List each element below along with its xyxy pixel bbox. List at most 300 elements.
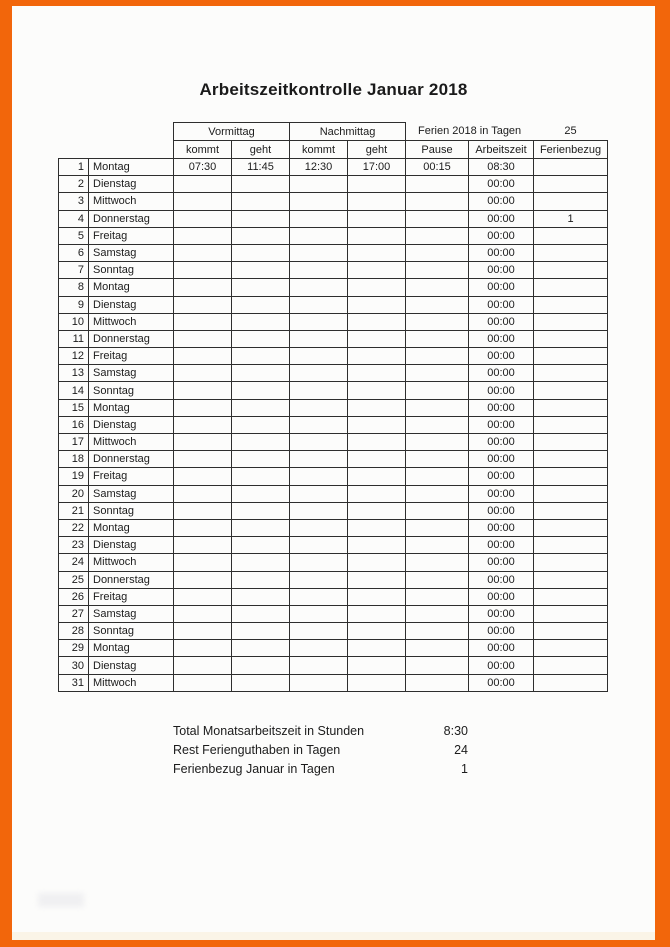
cell-ferienbezug: [534, 227, 608, 244]
cell-vormittag-kommt: [174, 210, 232, 227]
cell-ferienbezug: [534, 674, 608, 691]
watermark-smudge: [38, 893, 84, 907]
cell-pause: [406, 262, 469, 279]
cell-vormittag-geht: [232, 502, 290, 519]
cell-nachmittag-kommt: [290, 227, 348, 244]
cell-day-number: 6: [59, 244, 89, 261]
cell-nachmittag-geht: [348, 262, 406, 279]
cell-day-number: 9: [59, 296, 89, 313]
cell-ferienbezug: [534, 399, 608, 416]
cell-vormittag-kommt: [174, 451, 232, 468]
cell-nachmittag-geht: [348, 416, 406, 433]
cell-day-number: 24: [59, 554, 89, 571]
timesheet-table-wrap: [58, 122, 608, 692]
cell-arbeitszeit: 00:00: [469, 434, 534, 451]
cell-vormittag-kommt: [174, 571, 232, 588]
cell-vormittag-geht: [232, 588, 290, 605]
table-row: [59, 382, 608, 399]
cell-nachmittag-kommt: 12:30: [290, 159, 348, 176]
cell-vormittag-geht: [232, 313, 290, 330]
cell-vormittag-geht: [232, 365, 290, 382]
column-header-arbeitszeit: Arbeitszeit: [469, 141, 534, 159]
cell-vormittag-geht: [232, 416, 290, 433]
cell-nachmittag-kommt: [290, 657, 348, 674]
cell-vormittag-geht: [232, 193, 290, 210]
cell-nachmittag-kommt: [290, 244, 348, 261]
cell-day-name: Dienstag: [89, 657, 174, 674]
cell-day-number: 21: [59, 502, 89, 519]
cell-day-name: Mittwoch: [89, 313, 174, 330]
cell-ferienbezug: [534, 502, 608, 519]
cell-nachmittag-geht: [348, 193, 406, 210]
cell-arbeitszeit: 00:00: [469, 571, 534, 588]
cell-arbeitszeit: 00:00: [469, 348, 534, 365]
cell-nachmittag-geht: [348, 348, 406, 365]
cell-day-name: Freitag: [89, 588, 174, 605]
cell-arbeitszeit: 00:00: [469, 640, 534, 657]
cell-ferienbezug: [534, 451, 608, 468]
cell-nachmittag-geht: [348, 451, 406, 468]
table-row: [59, 537, 608, 554]
table-row: [59, 296, 608, 313]
cell-nachmittag-kommt: [290, 588, 348, 605]
cell-vormittag-kommt: [174, 262, 232, 279]
group-header-nachmittag: Nachmittag: [290, 123, 406, 141]
cell-nachmittag-geht: [348, 468, 406, 485]
cell-day-name: Samstag: [89, 244, 174, 261]
cell-pause: [406, 434, 469, 451]
cell-nachmittag-kommt: [290, 365, 348, 382]
timesheet-table: [58, 122, 608, 692]
cell-vormittag-kommt: [174, 434, 232, 451]
cell-vormittag-geht: [232, 176, 290, 193]
cell-arbeitszeit: 00:00: [469, 244, 534, 261]
cell-day-number: 15: [59, 399, 89, 416]
column-header-ferienbezug: Ferienbezug: [534, 141, 608, 159]
summary-label: Ferienbezug Januar in Tagen: [173, 762, 335, 776]
ferien-2018-label: Ferien 2018 in Tagen: [406, 123, 534, 141]
cell-arbeitszeit: 00:00: [469, 296, 534, 313]
cell-vormittag-geht: [232, 519, 290, 536]
cell-ferienbezug: [534, 588, 608, 605]
cell-pause: [406, 382, 469, 399]
table-row: [59, 554, 608, 571]
cell-arbeitszeit: 00:00: [469, 588, 534, 605]
cell-vormittag-kommt: [174, 244, 232, 261]
cell-day-name: Mittwoch: [89, 674, 174, 691]
cell-nachmittag-geht: [348, 502, 406, 519]
column-header-pause: Pause: [406, 141, 469, 159]
cell-day-name: Samstag: [89, 365, 174, 382]
cell-arbeitszeit: 00:00: [469, 262, 534, 279]
cell-day-name: Sonntag: [89, 623, 174, 640]
cell-nachmittag-kommt: [290, 210, 348, 227]
cell-day-number: 25: [59, 571, 89, 588]
cell-vormittag-geht: [232, 451, 290, 468]
cell-arbeitszeit: 00:00: [469, 451, 534, 468]
cell-nachmittag-kommt: [290, 176, 348, 193]
cell-nachmittag-geht: [348, 485, 406, 502]
cell-day-number: 5: [59, 227, 89, 244]
cell-ferienbezug: 1: [534, 210, 608, 227]
cell-arbeitszeit: 00:00: [469, 365, 534, 382]
summary-row-ferienbezug: [173, 760, 468, 779]
cell-day-name: Donnerstag: [89, 451, 174, 468]
cell-pause: [406, 193, 469, 210]
cell-pause: [406, 348, 469, 365]
table-row: [59, 365, 608, 382]
summary-value: 24: [454, 743, 468, 757]
cell-nachmittag-kommt: [290, 485, 348, 502]
cell-pause: [406, 468, 469, 485]
cell-nachmittag-kommt: [290, 640, 348, 657]
cell-arbeitszeit: 00:00: [469, 623, 534, 640]
cell-nachmittag-geht: [348, 434, 406, 451]
cell-vormittag-geht: [232, 623, 290, 640]
cell-pause: 00:15: [406, 159, 469, 176]
cell-ferienbezug: [534, 554, 608, 571]
cell-arbeitszeit: 00:00: [469, 485, 534, 502]
cell-vormittag-geht: [232, 244, 290, 261]
cell-vormittag-kommt: [174, 296, 232, 313]
cell-ferienbezug: [534, 605, 608, 622]
cell-vormittag-geht: [232, 657, 290, 674]
cell-day-name: Montag: [89, 640, 174, 657]
cell-nachmittag-kommt: [290, 296, 348, 313]
cell-vormittag-kommt: [174, 382, 232, 399]
summary-label: Rest Ferienguthaben in Tagen: [173, 743, 341, 757]
cell-nachmittag-kommt: [290, 502, 348, 519]
cell-vormittag-geht: [232, 434, 290, 451]
header-spacer: [59, 141, 174, 159]
cell-vormittag-kommt: [174, 279, 232, 296]
cell-day-name: Freitag: [89, 227, 174, 244]
cell-pause: [406, 399, 469, 416]
cell-vormittag-geht: [232, 227, 290, 244]
cell-arbeitszeit: 00:00: [469, 605, 534, 622]
cell-day-number: 18: [59, 451, 89, 468]
cell-nachmittag-geht: [348, 227, 406, 244]
table-row: [59, 588, 608, 605]
cell-day-number: 22: [59, 519, 89, 536]
cell-ferienbezug: [534, 623, 608, 640]
cell-vormittag-kommt: [174, 674, 232, 691]
cell-day-number: 14: [59, 382, 89, 399]
cell-day-number: 13: [59, 365, 89, 382]
cell-day-name: Montag: [89, 399, 174, 416]
cell-vormittag-kommt: [174, 193, 232, 210]
cell-pause: [406, 279, 469, 296]
cell-vormittag-kommt: [174, 416, 232, 433]
table-row: [59, 640, 608, 657]
cell-vormittag-geht: [232, 210, 290, 227]
table-row: [59, 674, 608, 691]
summary-block: [173, 722, 468, 779]
cell-pause: [406, 554, 469, 571]
cell-nachmittag-geht: [348, 210, 406, 227]
cell-nachmittag-kommt: [290, 279, 348, 296]
cell-day-name: Dienstag: [89, 296, 174, 313]
cell-vormittag-kommt: [174, 176, 232, 193]
cell-nachmittag-kommt: [290, 416, 348, 433]
table-row: [59, 434, 608, 451]
table-row: [59, 399, 608, 416]
cell-day-name: Samstag: [89, 485, 174, 502]
cell-nachmittag-kommt: [290, 605, 348, 622]
cell-day-name: Mittwoch: [89, 193, 174, 210]
cell-ferienbezug: [534, 279, 608, 296]
cell-pause: [406, 537, 469, 554]
page-title: Arbeitszeitkontrolle Januar 2018: [199, 80, 468, 99]
cell-nachmittag-geht: [348, 605, 406, 622]
cell-arbeitszeit: 00:00: [469, 227, 534, 244]
cell-nachmittag-kommt: [290, 674, 348, 691]
cell-ferienbezug: [534, 176, 608, 193]
cell-arbeitszeit: 00:00: [469, 313, 534, 330]
cell-ferienbezug: [534, 434, 608, 451]
cell-ferienbezug: [534, 519, 608, 536]
cell-vormittag-geht: [232, 468, 290, 485]
cell-vormittag-kommt: [174, 227, 232, 244]
cell-day-name: Sonntag: [89, 262, 174, 279]
cell-ferienbezug: [534, 537, 608, 554]
cell-day-name: Dienstag: [89, 416, 174, 433]
cell-arbeitszeit: 00:00: [469, 330, 534, 347]
cell-ferienbezug: [534, 244, 608, 261]
table-row: [59, 176, 608, 193]
cell-vormittag-kommt: [174, 537, 232, 554]
cell-pause: [406, 210, 469, 227]
cell-nachmittag-geht: [348, 674, 406, 691]
cell-ferienbezug: [534, 193, 608, 210]
cell-day-name: Sonntag: [89, 382, 174, 399]
cell-nachmittag-geht: [348, 382, 406, 399]
summary-row-rest-ferien: [173, 741, 468, 760]
cell-day-number: 23: [59, 537, 89, 554]
group-header-row: [59, 123, 608, 141]
cell-day-name: Mittwoch: [89, 554, 174, 571]
cell-day-number: 29: [59, 640, 89, 657]
cell-vormittag-geht: [232, 296, 290, 313]
cell-nachmittag-kommt: [290, 537, 348, 554]
cell-pause: [406, 451, 469, 468]
cell-nachmittag-kommt: [290, 519, 348, 536]
cell-day-name: Mittwoch: [89, 434, 174, 451]
cell-day-name: Donnerstag: [89, 330, 174, 347]
cell-day-name: Donnerstag: [89, 571, 174, 588]
column-header-nachmittag-geht: geht: [348, 141, 406, 159]
cell-vormittag-kommt: [174, 640, 232, 657]
cell-pause: [406, 623, 469, 640]
cell-vormittag-kommt: [174, 519, 232, 536]
table-row: [59, 485, 608, 502]
cell-pause: [406, 519, 469, 536]
cell-day-name: Freitag: [89, 468, 174, 485]
cell-day-name: Freitag: [89, 348, 174, 365]
cell-nachmittag-geht: [348, 244, 406, 261]
cell-day-name: Samstag: [89, 605, 174, 622]
cell-arbeitszeit: 00:00: [469, 193, 534, 210]
cell-nachmittag-kommt: [290, 623, 348, 640]
table-row: [59, 227, 608, 244]
cell-arbeitszeit: 00:00: [469, 399, 534, 416]
header-spacer: [59, 123, 174, 141]
table-row: [59, 605, 608, 622]
cell-ferienbezug: [534, 640, 608, 657]
cell-day-number: 12: [59, 348, 89, 365]
cell-arbeitszeit: 00:00: [469, 657, 534, 674]
cell-nachmittag-kommt: [290, 468, 348, 485]
cell-nachmittag-geht: [348, 399, 406, 416]
cell-nachmittag-geht: [348, 313, 406, 330]
cell-nachmittag-kommt: [290, 451, 348, 468]
cell-vormittag-geht: [232, 571, 290, 588]
cell-vormittag-geht: [232, 399, 290, 416]
cell-vormittag-geht: [232, 605, 290, 622]
cell-nachmittag-geht: [348, 588, 406, 605]
cell-ferienbezug: [534, 348, 608, 365]
cell-day-number: 20: [59, 485, 89, 502]
cell-day-number: 2: [59, 176, 89, 193]
cell-day-number: 19: [59, 468, 89, 485]
cell-pause: [406, 244, 469, 261]
cell-arbeitszeit: 00:00: [469, 537, 534, 554]
cell-vormittag-geht: [232, 554, 290, 571]
cell-day-number: 11: [59, 330, 89, 347]
cell-pause: [406, 416, 469, 433]
table-row: [59, 159, 608, 176]
table-row: [59, 519, 608, 536]
cell-day-name: Montag: [89, 279, 174, 296]
cell-day-number: 8: [59, 279, 89, 296]
cell-vormittag-geht: [232, 279, 290, 296]
cell-nachmittag-kommt: [290, 571, 348, 588]
cell-arbeitszeit: 00:00: [469, 468, 534, 485]
cell-vormittag-kommt: [174, 605, 232, 622]
cell-pause: [406, 330, 469, 347]
cell-vormittag-kommt: [174, 365, 232, 382]
table-row: [59, 623, 608, 640]
table-row: [59, 348, 608, 365]
column-header-vormittag-kommt: kommt: [174, 141, 232, 159]
table-row: [59, 416, 608, 433]
cell-arbeitszeit: 00:00: [469, 674, 534, 691]
cell-day-number: 7: [59, 262, 89, 279]
cell-arbeitszeit: 00:00: [469, 210, 534, 227]
cell-arbeitszeit: 00:00: [469, 382, 534, 399]
cell-arbeitszeit: 00:00: [469, 416, 534, 433]
cell-day-number: 16: [59, 416, 89, 433]
cell-day-number: 3: [59, 193, 89, 210]
cell-nachmittag-geht: [348, 640, 406, 657]
table-row: [59, 193, 608, 210]
cell-day-name: Montag: [89, 519, 174, 536]
cell-day-number: 27: [59, 605, 89, 622]
cell-ferienbezug: [534, 296, 608, 313]
table-row: [59, 244, 608, 261]
table-row: [59, 210, 608, 227]
table-row: [59, 330, 608, 347]
cell-ferienbezug: [534, 416, 608, 433]
cell-day-number: 1: [59, 159, 89, 176]
cell-vormittag-kommt: [174, 554, 232, 571]
cell-pause: [406, 176, 469, 193]
cell-nachmittag-geht: [348, 365, 406, 382]
cell-vormittag-kommt: [174, 485, 232, 502]
cell-vormittag-geht: [232, 485, 290, 502]
cell-nachmittag-geht: [348, 623, 406, 640]
cell-pause: [406, 313, 469, 330]
cell-nachmittag-kommt: [290, 348, 348, 365]
column-header-row: [59, 141, 608, 159]
cell-vormittag-geht: [232, 382, 290, 399]
cell-nachmittag-kommt: [290, 313, 348, 330]
cell-day-name: Sonntag: [89, 502, 174, 519]
cell-ferienbezug: [534, 330, 608, 347]
cell-ferienbezug: [534, 485, 608, 502]
cell-nachmittag-kommt: [290, 262, 348, 279]
cell-pause: [406, 485, 469, 502]
cell-arbeitszeit: 08:30: [469, 159, 534, 176]
cell-day-name: Montag: [89, 159, 174, 176]
cell-arbeitszeit: 00:00: [469, 519, 534, 536]
cell-nachmittag-kommt: [290, 554, 348, 571]
cell-vormittag-kommt: [174, 348, 232, 365]
cell-pause: [406, 365, 469, 382]
cell-nachmittag-geht: [348, 330, 406, 347]
cell-vormittag-geht: 11:45: [232, 159, 290, 176]
cell-vormittag-geht: [232, 262, 290, 279]
summary-value: 8:30: [443, 724, 468, 738]
table-row: [59, 262, 608, 279]
cell-ferienbezug: [534, 262, 608, 279]
cell-ferienbezug: [534, 365, 608, 382]
cell-vormittag-kommt: [174, 330, 232, 347]
cell-nachmittag-geht: [348, 554, 406, 571]
cell-vormittag-geht: [232, 674, 290, 691]
cell-pause: [406, 571, 469, 588]
cell-vormittag-kommt: [174, 468, 232, 485]
cell-pause: [406, 674, 469, 691]
cell-nachmittag-kommt: [290, 399, 348, 416]
cell-ferienbezug: [534, 382, 608, 399]
column-header-vormittag-geht: geht: [232, 141, 290, 159]
summary-value: 1: [461, 762, 468, 776]
cell-pause: [406, 227, 469, 244]
cell-arbeitszeit: 00:00: [469, 554, 534, 571]
cell-day-number: 31: [59, 674, 89, 691]
cell-vormittag-geht: [232, 640, 290, 657]
column-header-nachmittag-kommt: kommt: [290, 141, 348, 159]
cell-nachmittag-geht: [348, 176, 406, 193]
cell-vormittag-geht: [232, 537, 290, 554]
cell-vormittag-kommt: [174, 399, 232, 416]
table-row: [59, 468, 608, 485]
cell-nachmittag-geht: [348, 657, 406, 674]
cell-ferienbezug: [534, 657, 608, 674]
table-row: [59, 279, 608, 296]
cell-day-number: 30: [59, 657, 89, 674]
table-row: [59, 313, 608, 330]
cell-day-name: Dienstag: [89, 537, 174, 554]
cell-nachmittag-geht: [348, 537, 406, 554]
cell-nachmittag-kommt: [290, 330, 348, 347]
table-row: [59, 657, 608, 674]
table-row: [59, 451, 608, 468]
cell-arbeitszeit: 00:00: [469, 279, 534, 296]
cell-day-number: 26: [59, 588, 89, 605]
cell-vormittag-kommt: [174, 588, 232, 605]
